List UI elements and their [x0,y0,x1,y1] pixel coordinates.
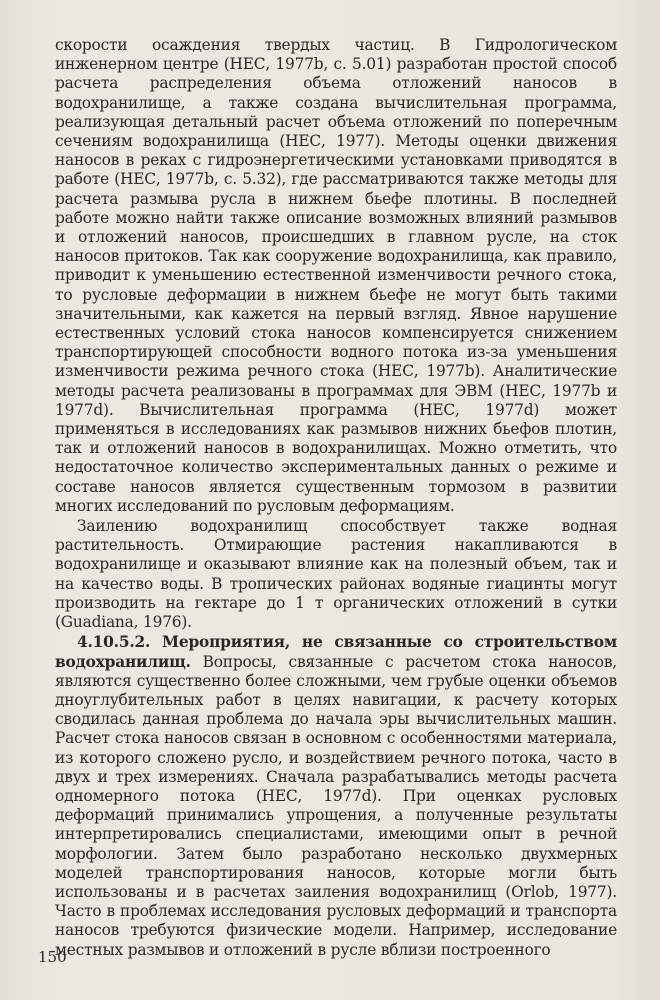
paragraph-2 [55,517,617,632]
section-heading: 4.10.5.2. Мероприятия, не связанные со строительством водохранилищ. [55,633,617,671]
page-number: 150 [38,948,67,966]
paragraph-1-text: скорости осаждения твердых частиц. В Гидрологическом инженерном центре (НЕС, 1977b, с. 5.01) разработан простой способ расчета распределения объема отложений наносов в водохранилище, а также создана вычислительная программа, реализующая детальный расчет объема отложений по поперечным сечениям водохранилища (НЕС, 1977). Методы оценки движения наносов в реках с гидроэнергетическими установками приводятся в работе (НЕС, 1977b, с. 5.32), где рассматриваются также методы для расчета размыва русла в нижнем бьефе плотины. В последней работе можно найти также описание возможных влияний размывов и отложений наносов, происшедших в главном русле, на сток наносов притоков. Так как сооружение водохранилища, как правило, приводит к уменьшению естественной изменчивости речного стока, то русловые деформации в нижнем бьефе не могут быть такими значительными, как кажется на первый взгляд. Явное нарушение естественных условий стока наносов компенсируется снижением транспортирующей способности водного потока из-за уменьшения изменчивости режима речного стока (НЕС, 1977b). Аналитические методы расчета реализованы в программах для ЭВМ (НЕС, 1977b и 1977d). Вычислительная программа (НЕС, 1977d) может применяться в исследованиях как размывов нижних бьефов плотин, так и отложений наносов в водохранилищах. Можно отметить, что недостаточное количество экспериментальных данных о режиме и составе наносов является существенным тормозом в развитии многих исследований по русловым деформациям. [55,36,617,515]
body-text [55,36,617,960]
paragraph-1 [55,36,617,516]
paragraph-2-text: Заилению водохранилищ способствует также водная растительность. Отмирающие растения накапливаются в водохранилище и оказывают влияние как на полезный объем, так и на качество воды. В тропических районах водяные гиацинты могут производить на гектаре до 1 т органических отложений в сутки (Guadiana, 1976). [55,517,617,632]
paragraph-3-text: Вопросы, связанные с расчетом стока наносов, являются существенно более сложными, чем грубые оценки объемов дноуглубительных работ в целях навигации, к расчету которых сводилась данная проблема до начала эры вычислительных машин. Расчет стока наносов связан в основном с особенностями материала, из которого сложено русло, и воздействием речного потока, часто в двух и трех измерениях. Сначала разрабатывались методы расчета одномерного потока (НЕС, 1977d). При оценках русловых деформаций принимались упрощения, а полученные результаты интерпретировались специалистами, имеющими опыт в речной морфологии. Затем было разработано несколько двухмерных моделей транспортирования наносов, которые могли быть использованы и в расчетах заиления водохранилищ (Orlob, 1977). Часто в проблемах исследования русловых деформаций и транспорта наносов требуются физические модели. Например, исследование местных размывов и отложений в русле вблизи построенного [55,652,617,959]
paragraph-3 [55,633,617,959]
